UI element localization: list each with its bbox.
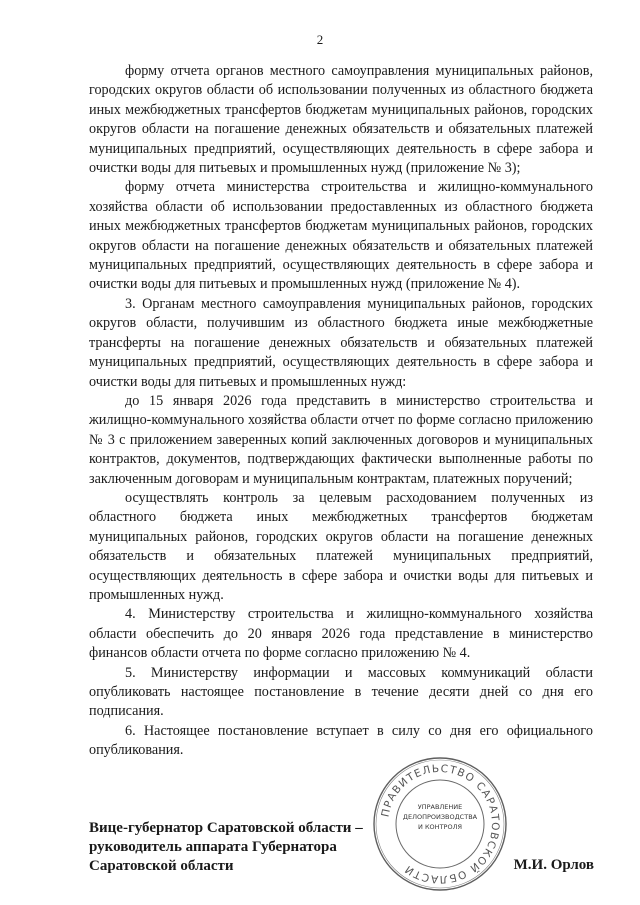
paragraph-8: 6. Настоящее постановление вступает в силу со дня его официального опубликования. [89,722,593,759]
signer-name: М.И. Орлов [513,857,594,873]
paragraph-6: 4. Министерству строительства и жилищно-коммунального хозяйства области обеспечить до 20 января 2026 года представление в министерство финансов области отчета по форме согласно приложению № 4. [89,606,593,662]
signature-block [89,819,363,876]
official-stamp [370,754,510,894]
paragraph-3: 3. Органам местного самоуправления муниципальных районов, городских округов области, получившим из областного бюджета иные межбюджетные трансферты на погашение денежных обязательств и обязательных платежей муниципальных предприятий, осуществляющих деятельность в сфере забора и очистки воды для питьевых и промышленных нужд: [89,295,593,390]
page-number: 2 [316,32,324,47]
paragraph-7: 5. Министерству информации и массовых коммуникаций области опубликовать настоящее постановление в течение десяти дней со дня его подписания. [89,664,593,720]
paragraph-5: осуществлять контроль за целевым расходованием полученных из областного бюджета иных межбюджетных трансфертов бюджетам муниципальных районов, городских округов области на погашение денежных обязательств и обязательных платежей муниципальных предприятий, осуществляющих деятельность в сфере забора и очистки воды для питьевых и промышленных нужд. [89,489,593,603]
stamp-center [390,802,490,832]
paragraph-1: форму отчета органов местного самоуправления муниципальных районов, городских округов области об использовании полученных из областного бюджета иных межбюджетных трансфертов бюджетам муниципальных районов, городских округов области на погашение денежных обязательств и обязательных платежей муниципальных предприятий, осуществляющих деятельность в сфере забора и очистки воды для питьевых и промышленных нужд (приложение № 3); [89,63,593,177]
document-body [89,62,593,761]
stamp-line-2: ДЕЛОПРОИЗВОДСТВА [402,813,478,821]
signature-line-1: Вице-губернатор Саратовской области – [89,820,363,836]
signature-line-2: руководитель аппарата Губернатора [89,839,337,855]
stamp-line-1: УПРАВЛЕНИЕ [417,803,463,811]
stamp-ring-text: ПРАВИТЕЛЬСТВО САРАТОВСКОЙ ОБЛАСТИ [379,762,502,886]
stamp-line-3: И КОНТРОЛЯ [418,823,462,831]
paragraph-4: до 15 января 2026 года представить в министерство строительства и жилищно-коммунального хозяйства области отчет по форме согласно приложению № 3 с приложением заверенных копий заключенных договоров и муниципальных контрактов, документов, подтверждающих фактически выполненные работы по заключенным договорам и муниципальным контрактам, платежных поручений; [89,392,593,487]
signature-line-3: Саратовской области [89,858,234,874]
paragraph-2: форму отчета министерства строительства и жилищно-коммунального хозяйства области об использовании предоставленных из областного бюджета иных межбюджетных трансфертов бюджетам муниципальных районов, городских округов области на погашение денежных обязательств и обязательных платежей муниципальных предприятий, осуществляющих деятельность в сфере забора и очистки воды для питьевых и промышленных нужд (приложение № 4). [89,179,593,293]
